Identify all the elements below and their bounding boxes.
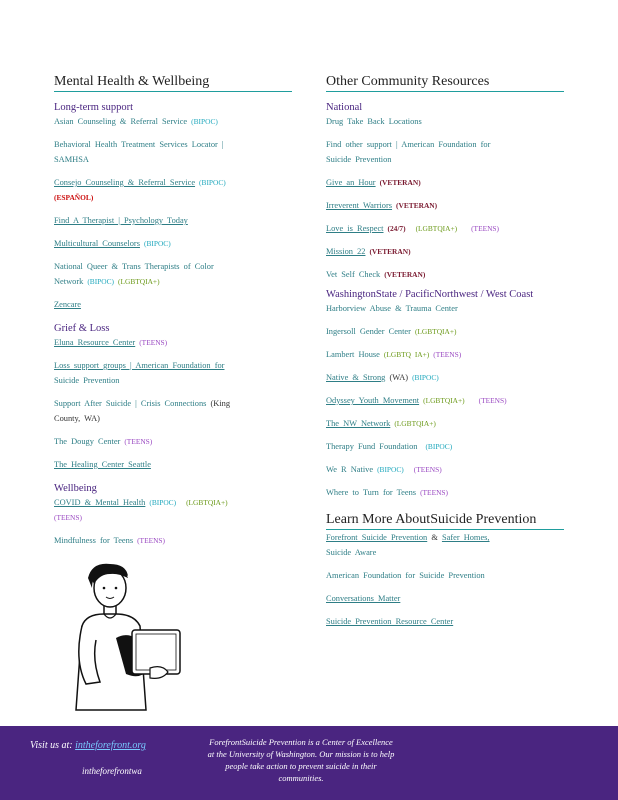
tag-bipoc: (BIPOC) bbox=[143, 239, 171, 248]
resource-link[interactable]: Mindfulness for Teens bbox=[54, 536, 134, 545]
tag-teens: (TEENS) bbox=[478, 396, 507, 405]
list-item[interactable] bbox=[54, 358, 292, 373]
footer-visit bbox=[30, 740, 146, 751]
list-item[interactable] bbox=[54, 175, 292, 190]
tag-veteran: (VETERAN) bbox=[396, 201, 438, 210]
location-note: (WA) bbox=[389, 373, 409, 382]
list-item[interactable] bbox=[326, 370, 564, 385]
tag-bipoc: (BIPOC) bbox=[425, 442, 453, 451]
column-title-learn-more: Learn More AboutSuicide Prevention bbox=[326, 512, 564, 530]
location-note: County, WA) bbox=[54, 414, 100, 423]
resource-link[interactable]: Forefront Suicide Prevention bbox=[326, 533, 428, 542]
tag-lgbtqia: (LGBTQIA+) bbox=[423, 396, 465, 405]
tag-bipoc: (BIPOC) bbox=[87, 277, 115, 286]
resource-link[interactable]: Zencare bbox=[54, 300, 81, 309]
section-wellbeing: Wellbeing bbox=[54, 483, 97, 494]
list-item[interactable] bbox=[326, 152, 564, 167]
tag-teens: (TEENS) bbox=[433, 350, 462, 359]
tag-lgbtqia: (LGBTQIA+) bbox=[414, 327, 457, 336]
list-item[interactable] bbox=[326, 267, 564, 282]
tag-espanol: (ESPAÑOL) bbox=[54, 193, 94, 202]
list-item[interactable] bbox=[54, 297, 292, 312]
location-note: (King bbox=[210, 399, 231, 408]
tag-teens: (TEENS) bbox=[413, 465, 442, 474]
tag-lgbtqia: (LGBTQIA+) bbox=[118, 277, 160, 286]
resource-link[interactable]: Suicide Prevention Resource Center bbox=[326, 617, 454, 626]
tag-24-7: (24/7) bbox=[387, 224, 406, 233]
resource-link[interactable]: National Queer & Trans Therapists of Color bbox=[54, 262, 214, 271]
list-item[interactable] bbox=[54, 152, 292, 167]
section-national: National bbox=[326, 102, 363, 113]
resource-link[interactable]: Safer Homes, bbox=[441, 533, 490, 542]
resource-link[interactable]: Therapy Fund Foundation bbox=[326, 442, 418, 451]
list-item[interactable] bbox=[326, 137, 564, 152]
resource-link[interactable]: Vet Self Check bbox=[326, 270, 381, 279]
tag-teens: (TEENS) bbox=[471, 224, 500, 233]
section-long-term-support: Long-term support bbox=[54, 102, 134, 113]
tag-teens: (TEENS) bbox=[139, 338, 168, 347]
tag-veteran: (VETERAN) bbox=[379, 178, 421, 187]
tag-bipoc: (BIPOC) bbox=[191, 117, 218, 126]
footer-banner bbox=[0, 726, 618, 800]
resource-link[interactable]: Odyssey Youth Movement bbox=[326, 396, 420, 405]
resource-link[interactable]: The NW Network bbox=[326, 419, 391, 428]
resource-link[interactable]: Give an Hour bbox=[326, 178, 376, 187]
resource-link[interactable]: American Foundation for Suicide Prevention bbox=[326, 571, 485, 580]
resource-link[interactable]: The Dougy Center bbox=[54, 437, 121, 446]
resource-link[interactable]: Support After Suicide | Crisis Connections bbox=[54, 399, 207, 408]
tag-teens: (TEENS) bbox=[54, 513, 82, 522]
list-item[interactable] bbox=[54, 137, 292, 152]
resource-link[interactable]: COVID & Mental Health bbox=[54, 498, 146, 507]
list-item[interactable] bbox=[54, 396, 292, 411]
tag-bipoc: (BIPOC) bbox=[412, 373, 439, 382]
visit-label: Visit us at: bbox=[30, 740, 73, 751]
list-item[interactable] bbox=[326, 416, 564, 431]
section-washington: WashingtonState / PacificNorthwest / West Coast bbox=[326, 289, 534, 300]
section-grief-loss: Grief & Loss bbox=[54, 323, 110, 334]
tag-veteran: (VETERAN) bbox=[369, 247, 411, 256]
tag-teens: (TEENS) bbox=[124, 437, 153, 446]
list-item[interactable] bbox=[326, 545, 564, 560]
resource-link[interactable]: Behavioral Health Treatment Services Locator | bbox=[54, 140, 224, 149]
resource-link[interactable]: Multicultural Counselors bbox=[54, 239, 140, 248]
tag-teens: (TEENS) bbox=[137, 536, 166, 545]
list-item[interactable] bbox=[54, 434, 292, 449]
resource-link[interactable]: We R Native bbox=[326, 465, 374, 474]
list-item[interactable] bbox=[326, 114, 564, 129]
list-item[interactable] bbox=[54, 114, 292, 129]
list-item[interactable] bbox=[326, 301, 564, 316]
list-item[interactable] bbox=[326, 244, 564, 259]
resource-link[interactable]: Drug Take Back Locations bbox=[326, 117, 422, 126]
tag-veteran: (VETERAN) bbox=[384, 270, 426, 279]
social-handle: intheforefrontwa bbox=[82, 766, 142, 776]
list-item[interactable] bbox=[326, 393, 564, 408]
list-item[interactable] bbox=[54, 213, 292, 228]
list-item[interactable] bbox=[326, 175, 564, 190]
resource-link[interactable]: Suicide Prevention bbox=[326, 155, 392, 164]
tag-lgbtqia: (LGBTQIA+) bbox=[415, 224, 458, 233]
resource-link[interactable]: Native & Strong bbox=[326, 373, 386, 382]
column-title-community: Other Community Resources bbox=[326, 74, 564, 92]
resource-link[interactable]: Consejo Counseling & Referral Service bbox=[54, 178, 196, 187]
resource-link[interactable]: Irreverent Warriors bbox=[326, 201, 393, 210]
list-item[interactable] bbox=[326, 530, 564, 545]
tag-bipoc: (BIPOC) bbox=[199, 178, 226, 187]
list-item[interactable] bbox=[54, 373, 292, 388]
list-item[interactable] bbox=[54, 457, 292, 472]
list-item[interactable] bbox=[54, 274, 292, 289]
list-item[interactable] bbox=[326, 221, 564, 236]
list-item[interactable] bbox=[326, 347, 564, 362]
list-item[interactable] bbox=[326, 324, 564, 339]
list-item[interactable] bbox=[54, 495, 292, 510]
tag-lgbtqia: (LGBTQIA+) bbox=[394, 419, 436, 428]
tag-bipoc: (BIPOC) bbox=[149, 498, 177, 507]
resource-link[interactable]: Mission 22 bbox=[326, 247, 366, 256]
resource-link[interactable]: Ingersoll Gender Center bbox=[326, 327, 411, 336]
list-item[interactable] bbox=[326, 591, 564, 606]
list-item[interactable] bbox=[54, 533, 292, 548]
mental-health-column bbox=[54, 74, 292, 548]
resource-link[interactable]: Harborview Abuse & Trauma Center bbox=[326, 304, 458, 313]
resource-link[interactable]: Love is Respect bbox=[326, 224, 384, 233]
resource-link[interactable]: Find other support | American Foundation for bbox=[326, 140, 491, 149]
resource-link[interactable]: Asian Counseling & Referral Service bbox=[54, 117, 188, 126]
resource-link[interactable]: Where to Turn for Teens bbox=[326, 488, 417, 497]
tag-teens: (TEENS) bbox=[420, 488, 448, 497]
community-resources-column bbox=[326, 74, 564, 629]
person-with-laptop-illustration bbox=[52, 560, 192, 720]
list-item[interactable] bbox=[54, 236, 292, 251]
resource-link[interactable]: Eluna Resource Center bbox=[54, 338, 136, 347]
list-item[interactable] bbox=[54, 335, 292, 350]
list-item[interactable] bbox=[326, 568, 564, 583]
mission-statement: ForefrontSuicide Prevention is a Center of Excellence at the University of Washington. Our mission is to help people take action to prevent suicide in their communities. bbox=[207, 737, 395, 783]
resource-link[interactable]: Lambert House bbox=[326, 350, 380, 359]
list-item[interactable] bbox=[326, 462, 564, 477]
resource-link[interactable]: SAMHSA bbox=[54, 155, 89, 164]
column-title-mental-health: Mental Health & Wellbeing bbox=[54, 74, 292, 92]
tag-bipoc: (BIPOC) bbox=[377, 465, 404, 474]
tag-lgbtqia: (LGBTQ IA+) bbox=[383, 350, 430, 359]
list-item[interactable] bbox=[326, 485, 564, 500]
list-item bbox=[54, 510, 292, 525]
resource-link[interactable]: Suicide Aware bbox=[326, 548, 377, 557]
resource-link[interactable]: Find A Therapist | Psychology Today bbox=[54, 216, 188, 225]
resource-link[interactable]: Conversations Matter bbox=[326, 594, 401, 603]
ampersand: & bbox=[431, 533, 438, 542]
list-item bbox=[54, 190, 292, 205]
list-item[interactable] bbox=[54, 259, 292, 274]
list-item[interactable] bbox=[326, 439, 564, 454]
website-link[interactable]: intheforefront.org bbox=[75, 740, 146, 751]
list-item[interactable] bbox=[326, 198, 564, 213]
resource-link[interactable]: The Healing Center Seattle bbox=[54, 460, 151, 469]
tag-lgbtqia: (LGBTQIA+) bbox=[186, 498, 228, 507]
resource-link[interactable]: Loss support groups | American Foundation for bbox=[54, 361, 225, 370]
resource-link[interactable]: Suicide Prevention bbox=[54, 376, 120, 385]
resource-link[interactable]: Network bbox=[54, 277, 84, 286]
list-item[interactable] bbox=[326, 614, 564, 629]
